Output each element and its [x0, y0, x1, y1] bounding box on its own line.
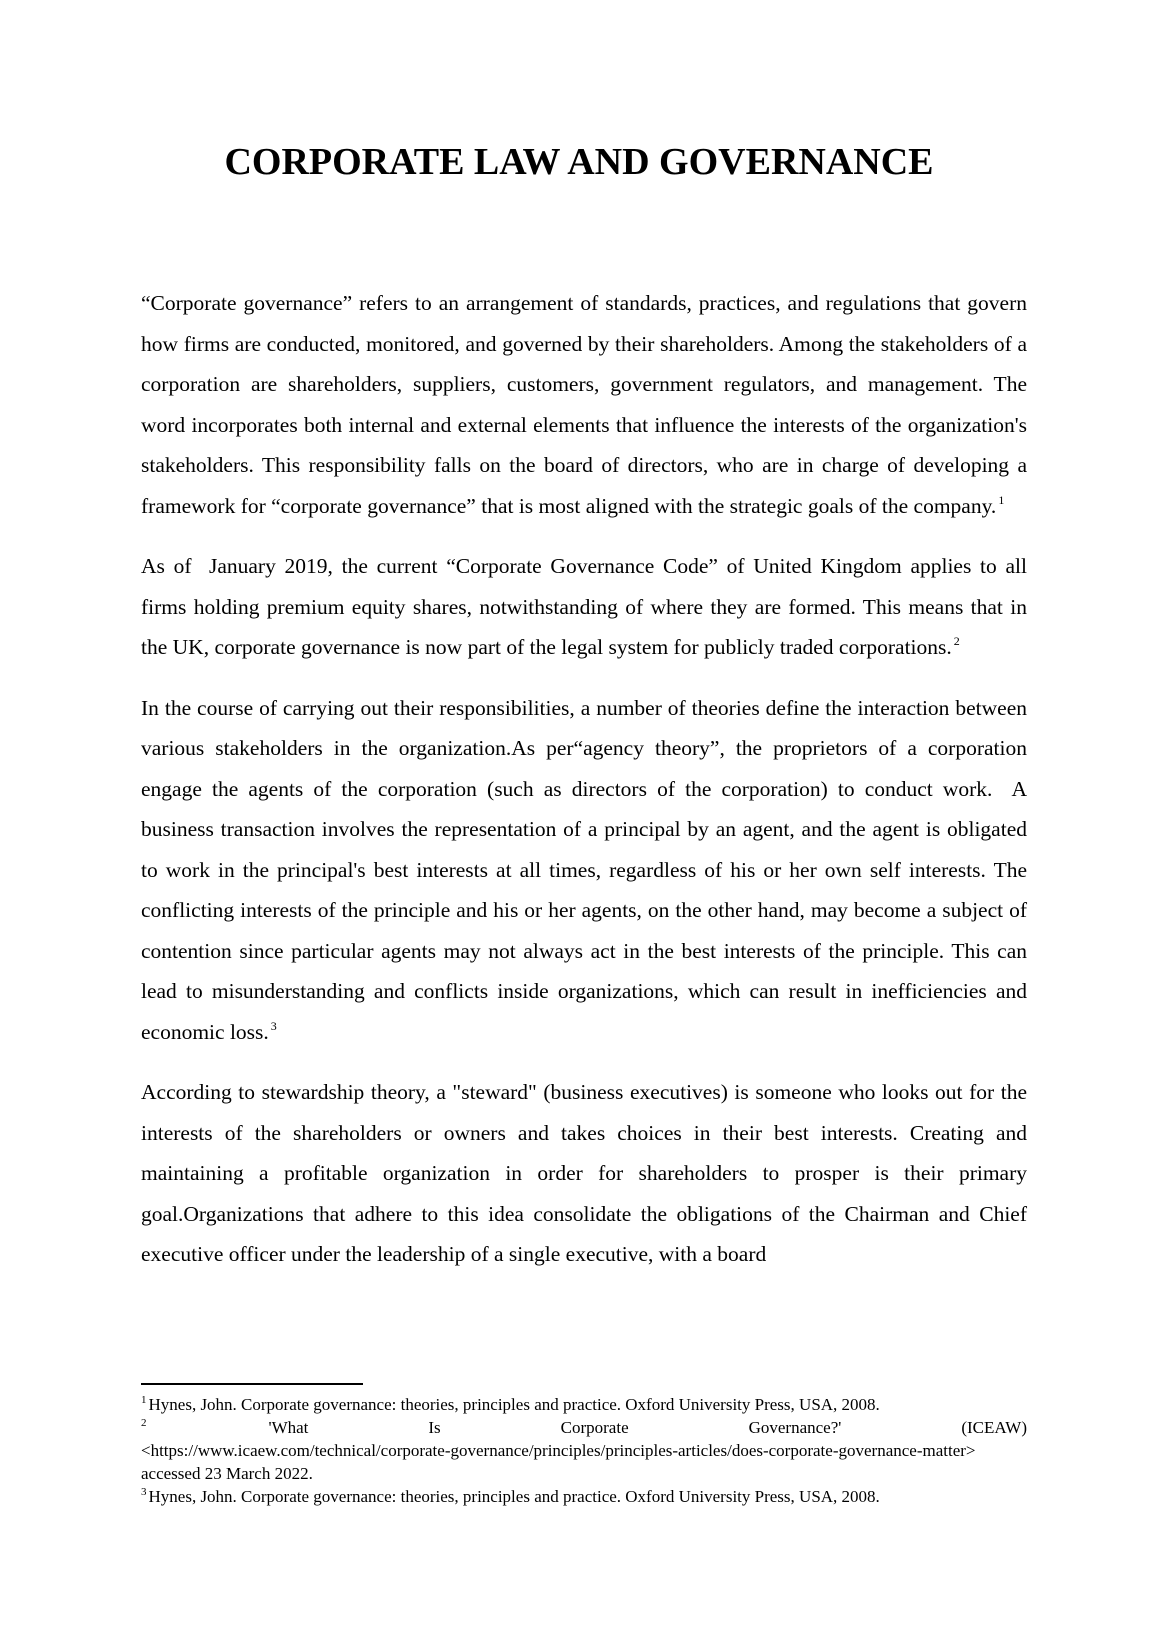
footnote-3: [141, 1485, 1027, 1508]
footnote-reference[interactable]: 3: [270, 1018, 277, 1033]
footnote-1: [141, 1393, 1027, 1416]
footnote-text: 'What Is Corporate Governance?' (ICEAW): [268, 1418, 1027, 1437]
page-title: CORPORATE LAW AND GOVERNANCE: [224, 141, 934, 183]
footnotes: [141, 1393, 1027, 1508]
footnote-mark: 1: [141, 1394, 147, 1406]
footnote-2-title: [141, 1416, 1027, 1439]
paragraph-text: In the course of carrying out their responsibilities, a number of theories define the interaction between various stakeholders in the organization.As per“agency theory”, the proprietors of a corporation engage the agents of the corporation (such as directors of the corporation) to conduct work. A business transaction involves the representation of a principal by an agent, and the agent is obligated to work in the principal's best interests at all times, regardless of his or her own self interests. The conflicting interests of the principle and his or her agents, on the other hand, may become a subject of contention since particular agents may not always act in the best interests of the principle. This can lead to misunderstanding and conflicts inside organizations, which can result in inefficiencies and economic loss.: [141, 695, 1038, 1044]
footnote-2-link: [141, 1439, 1027, 1485]
paragraph-corporate-governance: [141, 283, 1033, 526]
footnote-text: Hynes, John. Corporate governance: theories, principles and practice. Oxford University Press, USA, 2008.: [148, 1487, 880, 1506]
footnote-separator: [141, 1383, 363, 1385]
footnote-mark: 3: [141, 1486, 147, 1498]
paragraph-stewardship-theory: [141, 1072, 1033, 1275]
footnote-mark: 2: [141, 1417, 147, 1429]
footnote-reference[interactable]: 2: [953, 634, 960, 648]
paragraph-text: According to stewardship theory, a "steward" (business executives) is someone who looks out for the interests of the shareholders or owners and takes choices in their best interests. Creating and maintaining a profitable organization in order for shareholders to prosper is their primary goal.Organizations that adhere to this idea consolidate the obligations of the Chairman and Chief executive officer under the leadership of a single executive, with a board: [141, 1080, 1033, 1266]
footnote-text: Hynes, John. Corporate governance: theories, principles and practice. Oxford University Press, USA, 2008.: [148, 1395, 880, 1414]
paragraph-text: As of January 2019, the current “Corporate Governance Code” of United Kingdom applies to all firms holding premium equity shares, notwithstanding of where they are formed. This means that in the UK, corporate governance is now part of the legal system for publicly traded corporations.: [141, 554, 1033, 659]
paragraph-uk-code: [141, 546, 1033, 668]
footnote-url[interactable]: <https://www.icaew.com/technical/corporate-governance/principles/principles-articles/does-corporate-governance-matter> accessed 23 March 2022.: [141, 1441, 976, 1483]
footnote-reference[interactable]: 1: [998, 492, 1005, 507]
paragraph-agency-theory: [141, 688, 1038, 1053]
paragraph-text: “Corporate governance” refers to an arrangement of standards, practices, and regulations that govern how firms are conducted, monitored, and governed by their shareholders. Among the stakeholders of a corporation are shareholders, suppliers, customers, government regulators, and management. The word incorporates both internal and external elements that influence the interests of the organization's stakeholders. This responsibility falls on the board of directors, who are in charge of developing a framework for “corporate governance” that is most aligned with the strategic goals of the company.: [141, 291, 1033, 518]
document-body: [141, 283, 1038, 1295]
